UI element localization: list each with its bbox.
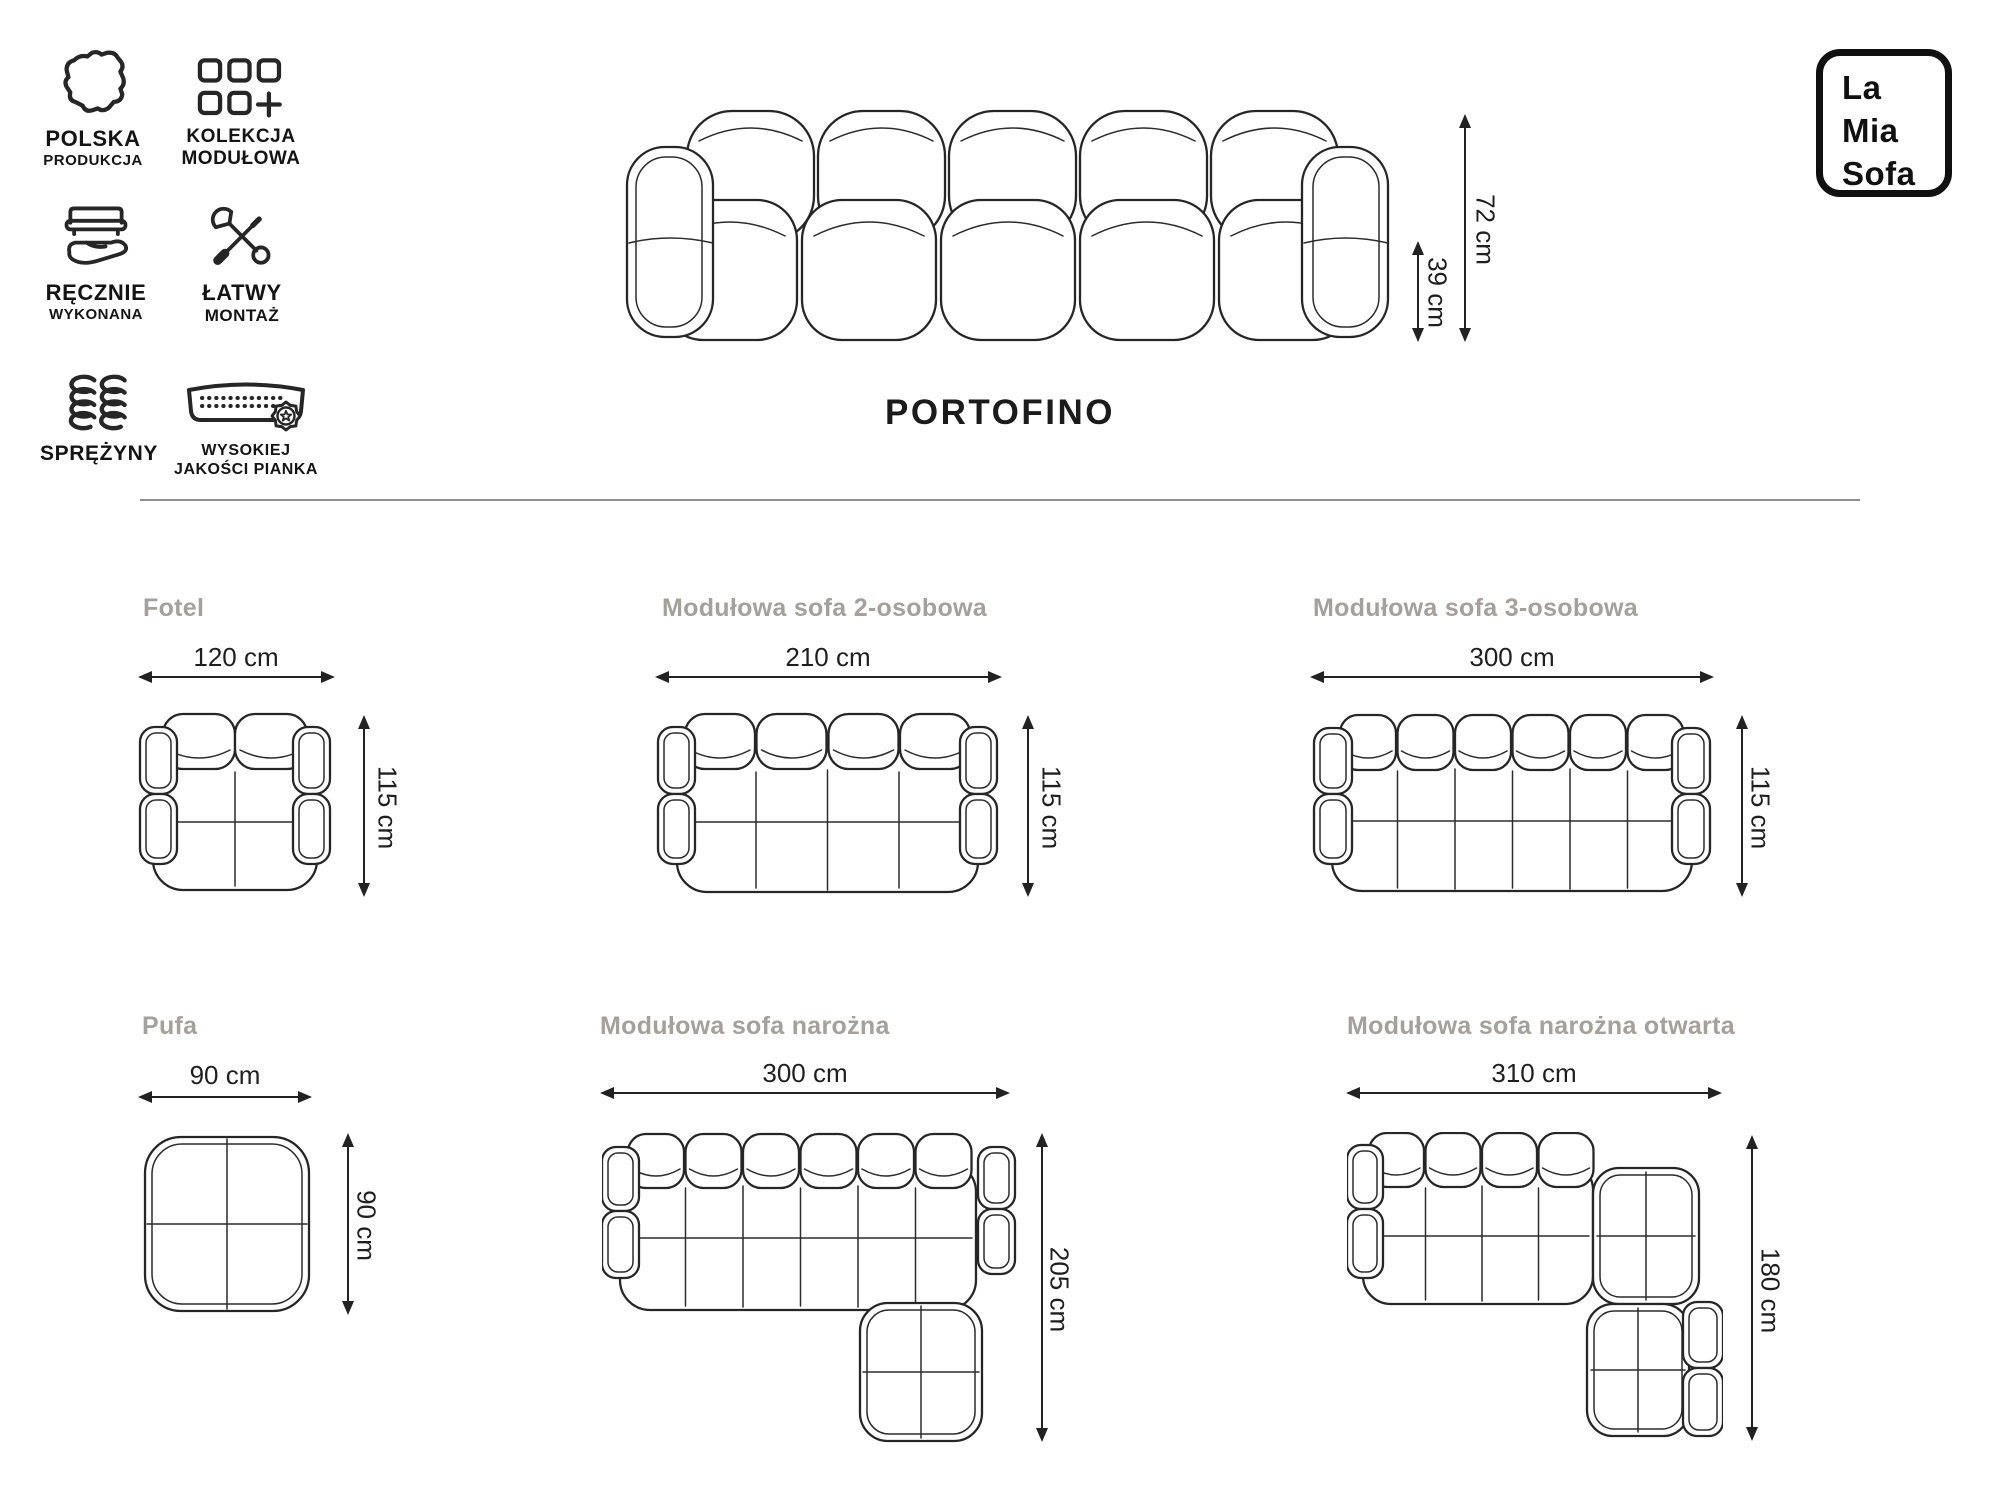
feature-label: KOLEKCJA: [186, 126, 296, 147]
fotel-top-view-drawing: [137, 712, 333, 898]
modular-collection-icon: [188, 40, 294, 120]
sofa-2-top-view-drawing: [655, 712, 1000, 902]
product-title-sofa-2: Modułowa sofa 2-osobowa: [662, 594, 987, 622]
pufa-top-view-drawing: [140, 1132, 314, 1316]
feature-label: SPRĘŻYNY: [40, 442, 158, 465]
sofa-3-top-view-drawing: [1312, 713, 1712, 900]
product-width-arrow: [657, 676, 1000, 678]
product-title-fotel: Fotel: [143, 594, 205, 622]
feature-label: ŁATWY: [202, 280, 282, 305]
product-width-label: 210 cm: [785, 642, 871, 672]
brand-logo: [1816, 49, 1952, 197]
product-height-label: 90 cm: [351, 1190, 382, 1261]
hero-seat-height-label: 39 cm: [1422, 257, 1453, 328]
product-width-arrow: [140, 1096, 310, 1098]
feature-sublabel: JAKOŚCI PIANKA: [174, 460, 318, 478]
hero-seat-height-arrow: [1417, 243, 1419, 340]
page-title: PORTOFINO: [885, 393, 1115, 432]
product-title-narozna: Modułowa sofa narożna: [600, 1012, 890, 1040]
product-title-narozna-otwarta: Modułowa sofa narożna otwarta: [1347, 1012, 1735, 1040]
hero-height-label: 72 cm: [1470, 194, 1501, 265]
feature-sublabel: MODUŁOWA: [181, 147, 301, 169]
product-width-label: 90 cm: [189, 1060, 261, 1090]
product-height-arrow: [1751, 1137, 1753, 1439]
feature-latwy-montaz: [152, 196, 332, 326]
brand-line: La: [1842, 69, 1882, 106]
brand-line: Mia: [1842, 112, 1899, 149]
feature-sublabel: MONTAŻ: [204, 306, 280, 326]
product-title-pufa: Pufa: [142, 1012, 198, 1040]
feature-label: WYSOKIEJ: [201, 442, 291, 459]
product-height-arrow: [1741, 717, 1743, 895]
product-height-label: 115 cm: [1745, 765, 1776, 850]
product-width-label: 310 cm: [1491, 1058, 1577, 1088]
section-divider: [140, 499, 1860, 501]
product-width-arrow: [1312, 676, 1712, 678]
sofa-narozna-otwarta-top-view-drawing: [1347, 1132, 1723, 1443]
product-width-arrow: [140, 676, 333, 678]
product-width-label: 120 cm: [193, 642, 279, 672]
product-width-label: 300 cm: [762, 1058, 848, 1088]
product-height-arrow: [1027, 717, 1029, 895]
sofa-narozna-top-view-drawing: [602, 1132, 1017, 1443]
product-height-label: 115 cm: [372, 765, 403, 850]
product-width-arrow: [1348, 1092, 1720, 1094]
product-height-label: 115 cm: [1036, 765, 1067, 850]
feature-kolekcja-modulowa: [151, 40, 331, 170]
brand-line: Sofa: [1842, 155, 1916, 192]
product-height-label: 180 cm: [1755, 1247, 1786, 1334]
handmade-icon: [58, 196, 134, 274]
product-width-arrow: [602, 1092, 1008, 1094]
feature-sublabel: WYKONANA: [49, 306, 143, 324]
easy-assembly-icon: [206, 196, 278, 274]
product-title-sofa-3: Modułowa sofa 3-osobowa: [1313, 594, 1638, 622]
hero-height-arrow: [1464, 116, 1466, 340]
product-height-label: 205 cm: [1044, 1246, 1075, 1333]
hero-sofa-front-view-drawing: [625, 95, 1390, 345]
feature-label: POLSKA: [45, 126, 141, 151]
product-width-label: 300 cm: [1469, 642, 1555, 672]
product-height-arrow: [347, 1135, 349, 1313]
product-height-arrow: [363, 717, 365, 895]
feature-sublabel: PRODUKCJA: [43, 152, 143, 170]
feature-label: RĘCZNIE: [45, 280, 147, 305]
poland-map-icon: [59, 40, 127, 120]
